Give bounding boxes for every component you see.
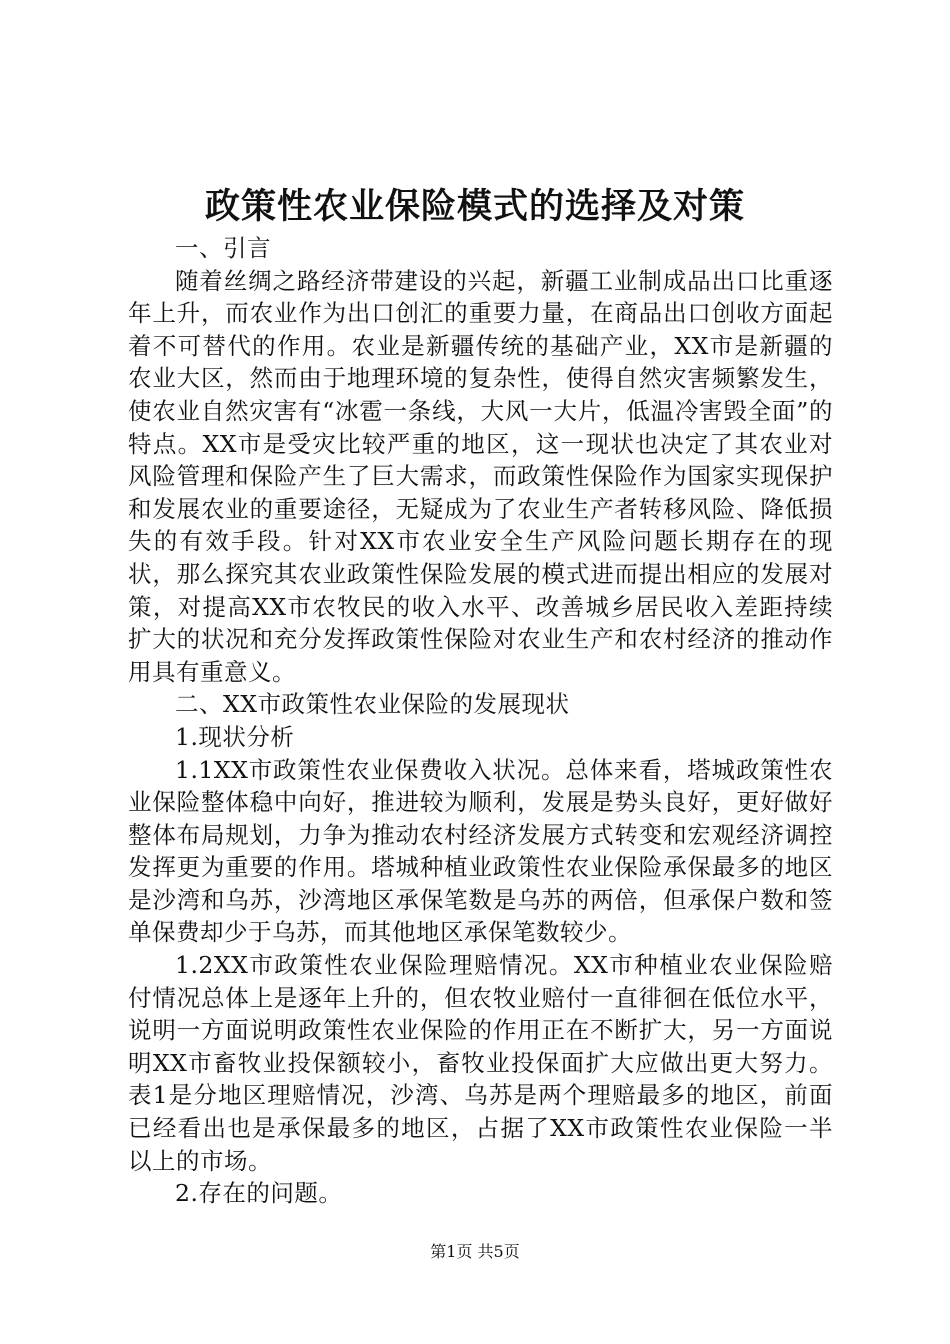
document-body <box>128 232 833 1210</box>
section-heading-intro: 一、引言 <box>175 234 271 262</box>
paragraph-claims: 1.2XX市政策性农业保险理赔情况。XX市种植业农业保险赔付情况总体上是逐年上升的，但农牧业赔付一直徘徊在低位水平，说明一方面说明政策性农业保险的作用正在不断扩大，另一方面说明XX市畜牧业投保额较小，畜牧业投保面扩大应做出更大努力。表1是分地区理赔情况，沙湾、乌苏是两个理赔最多的地区，前面已经看出也是承保最多的地区，占据了XX市政策性农业保险一半以上的市场。 <box>128 951 833 1175</box>
document-title: 政策性农业保险模式的选择及对策 <box>204 186 745 227</box>
section-heading-status: 二、XX市政策性农业保险的发展现状 <box>175 690 570 719</box>
paragraph-premium-income: 1.1XX市政策性农业保费收入状况。总体来看，塔城政策性农业保险整体稳中向好，推进较为顺利，发展是势头良好，更好做好整体布局规划，力争为推动农村经济发展方式转变和宏观经济调控发挥更为重要的作用。塔城种植业政策性农业保险承保最多的地区是沙湾和乌苏，沙湾地区承保笔数是乌苏的两倍，但承保户数和签单保费却少于乌苏，而其他地区承保笔数较少。 <box>128 755 833 947</box>
subheading-analysis: 1.现状分析 <box>175 722 295 751</box>
paragraph-intro: 随着丝绸之路经济带建设的兴起，新疆工业制成品出口比重逐年上升，而农业作为出口创汇的重要力量，在商品出口创收方面起着不可替代的作用。农业是新疆传统的基础产业，XX市是新疆的农业大区，然而由于地理环境的复杂性，使得自然灾害频繁发生，使农业自然灾害有“冰雹一条线，大风一大片，低温冷害毁全面”的特点。XX市是受灾比较严重的地区，这一现状也决定了其农业对风险管理和保险产生了巨大需求，而政策性保险作为国家实现保护和发展农业的重要途径，无疑成为了农业生产者转移风险、降低损失的有效手段。针对XX市农业安全生产风险问题长期存在的现状，那么探究其农业政策性保险发展的模式进而提出相应的发展对策，对提高XX市农牧民的收入水平、改善城乡居民收入差距持续扩大的状况和充分发挥政策性保险对农业生产和农村经济的推动作用具有重意义。 <box>128 266 833 686</box>
subheading-problems: 2.存在的问题。 <box>175 1179 343 1208</box>
page-footer: 第1页 共5页 <box>430 1242 520 1261</box>
